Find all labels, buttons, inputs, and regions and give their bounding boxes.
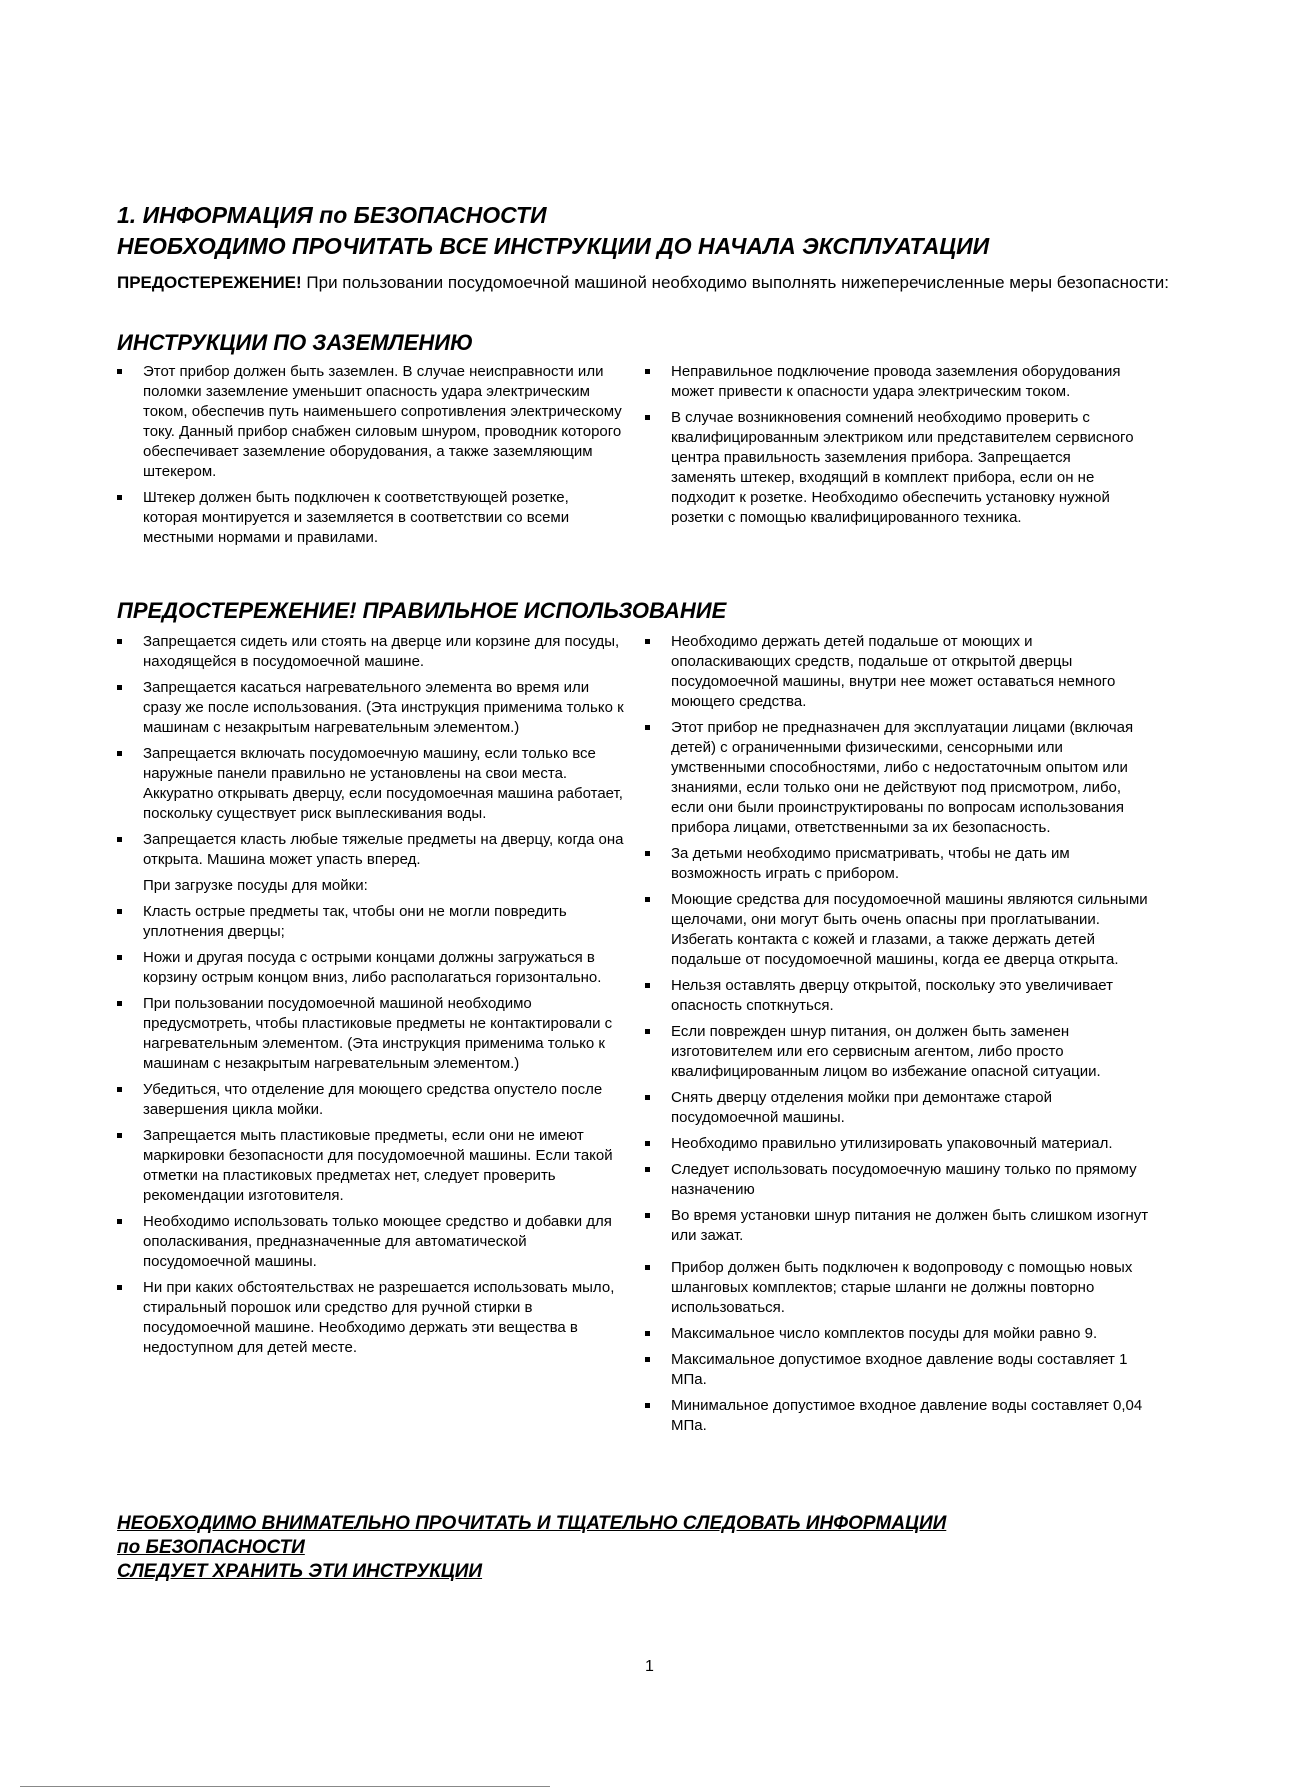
bullet-icon	[645, 725, 650, 730]
bullet-icon	[645, 369, 650, 374]
list-item: Запрещается класть любые тяжелые предметы на дверцу, когда она открыта. Машина может упасть вперед.	[117, 830, 627, 870]
bullet-icon	[645, 415, 650, 420]
list-item: Штекер должен быть подключен к соответствующей розетке, которая монтируется и заземляется в соответствии со всеми местными нормами и правилами.	[117, 488, 627, 548]
bullet-icon	[117, 1001, 122, 1006]
bullet-icon	[117, 639, 122, 644]
bullet-icon	[117, 1285, 122, 1290]
list-item: За детьми необходимо присматривать, чтобы не дать им возможность играть с прибором.	[645, 844, 1155, 884]
warning-text: При пользовании посудомоечной машиной необходимо выполнять нижеперечисленные меры безопасности:	[301, 273, 1169, 292]
title-line-2: НЕОБХОДИМО ПРОЧИТАТЬ ВСЕ ИНСТРУКЦИИ ДО НАЧАЛА ЭКСПЛУАТАЦИИ	[117, 233, 990, 259]
list-item: Этот прибор должен быть заземлен. В случае неисправности или поломки заземление уменьшит опасность удара электрическим током, обеспечив путь наименьшего сопротивления электрическому току. Данный прибор снабжен силовым шнуром, проводник которого обеспечивает заземление оборудования, а также заземляющим штекером.	[117, 362, 627, 482]
list-item: Этот прибор не предназначен для эксплуатации лицами (включая детей) с ограниченными физическими, сенсорными или умственными способностями, либо с недостаточным опытом или знаниями, если только они не действуют под присмотром, либо, если они были проинструктированы по вопросам использования прибора лицами, ответственными за их безопасность.	[645, 718, 1155, 838]
list-subheading: При загрузке посуды для мойки:	[143, 877, 368, 894]
bullet-icon	[645, 1141, 650, 1146]
bullet-icon	[645, 983, 650, 988]
bullet-icon	[117, 685, 122, 690]
bullet-icon	[117, 1087, 122, 1092]
bullet-icon	[645, 1331, 650, 1336]
list-item: Неправильное подключение провода заземления оборудования может привести к опасности удара электрическим током.	[645, 362, 1135, 402]
bullet-icon	[117, 1219, 122, 1224]
list-item: При пользовании посудомоечной машиной необходимо предусмотреть, чтобы пластиковые предметы не контактировали с нагревательным элементом. (Эта инструкция применима только к машинам с незакрытым нагревательным элементом.)	[117, 994, 627, 1074]
bullet-icon	[645, 1357, 650, 1362]
document-title	[117, 200, 1197, 262]
list-item: В случае возникновения сомнений необходимо проверить с квалифицированным электриком или представителем сервисного центра правильность заземления прибора. Запрещается заменять штекер, входящий в комплект прибора, если он не подходит к розетке. Необходимо обеспечить установку нужной розетки с помощью квалифицированного техника.	[645, 408, 1135, 528]
bullet-icon	[117, 751, 122, 756]
bullet-icon	[645, 1095, 650, 1100]
warning-intro	[117, 272, 1197, 293]
bullet-icon	[117, 495, 122, 500]
list-item: Прибор должен быть подключен к водопроводу с помощью новых шланговых комплектов; старые шланги не должны повторно использоваться.	[645, 1258, 1155, 1318]
list-item: Необходимо использовать только моющее средство и добавки для ополаскивания, предназначенные для автоматической посудомоечной машины.	[117, 1212, 627, 1272]
list-item: Нельзя оставлять дверцу открытой, поскольку это увеличивает опасность споткнуться.	[645, 976, 1155, 1016]
list-item: Убедиться, что отделение для моющего средства опустело после завершения цикла мойки.	[117, 1080, 627, 1120]
list-item: Необходимо держать детей подальше от моющих и ополаскивающих средств, подальше от открытой дверцы посудомоечной машины, внутри нее может оставаться немного моющего средства.	[645, 632, 1155, 712]
list-item: Во время установки шнур питания не должен быть слишком изогнут или зажат.	[645, 1206, 1155, 1246]
bullet-icon	[645, 1029, 650, 1034]
list-item: Следует использовать посудомоечную машину только по прямому назначению	[645, 1160, 1155, 1200]
bullet-icon	[117, 1133, 122, 1138]
closing-line-3: СЛЕДУЕТ ХРАНИТЬ ЭТИ ИНСТРУКЦИИ	[117, 1561, 483, 1582]
usage-left-column	[117, 632, 627, 1364]
list-item: Запрещается мыть пластиковые предметы, если они не имеют маркировки безопасности для посудомоечной машины. Если такой отметки на пластиковых предметах нет, следует проверить рекомендации изготовителя.	[117, 1126, 627, 1206]
usage-heading: ПРЕДОСТЕРЕЖЕНИЕ! ПРАВИЛЬНОЕ ИСПОЛЬЗОВАНИЕ	[117, 598, 727, 623]
list-item: Минимальное допустимое входное давление воды составляет 0,04 МПа.	[645, 1396, 1155, 1436]
list-item: Класть острые предметы так, чтобы они не могли повредить уплотнения дверцы;	[117, 902, 627, 942]
list-item: Запрещается касаться нагревательного элемента во время или сразу же после использования. (Эта инструкция применима только к машинам с незакрытым нагревательным элементом.)	[117, 678, 627, 738]
list-item: Максимальное допустимое входное давление воды составляет 1 МПа.	[645, 1350, 1155, 1390]
bullet-icon	[645, 851, 650, 856]
closing-line-1: НЕОБХОДИМО ВНИМАТЕЛЬНО ПРОЧИТАТЬ И ТЩАТЕЛЬНО СЛЕДОВАТЬ ИНФОРМАЦИИ	[117, 1513, 947, 1534]
list-item: Если поврежден шнур питания, он должен быть заменен изготовителем или его сервисным агентом, либо просто квалифицированным лицом во избежание опасной ситуации.	[645, 1022, 1155, 1082]
bullet-icon	[117, 837, 122, 842]
list-item: Ножи и другая посуда с острыми концами должны загружаться в корзину острым концом вниз, либо располагаться горизонтально.	[117, 948, 627, 988]
list-item: Запрещается сидеть или стоять на дверце или корзине для посуды, находящейся в посудомоечной машине.	[117, 632, 627, 672]
grounding-left-column	[117, 362, 627, 554]
list-item: Запрещается включать посудомоечную машину, если только все наружные панели правильно не установлены на свои места. Аккуратно открывать дверцу, если посудомоечная машина работает, поскольку существует риск выплескивания воды.	[117, 744, 627, 824]
list-item: Ни при каких обстоятельствах не разрешается использовать мыло, стиральный порошок или средство для ручной стирки в посудомоечной машине. Необходимо держать эти вещества в недоступном для детей месте.	[117, 1278, 627, 1358]
bullet-icon	[645, 639, 650, 644]
bullet-icon	[117, 955, 122, 960]
bullet-icon	[117, 909, 122, 914]
bullet-icon	[645, 1265, 650, 1270]
list-item: Моющие средства для посудомоечной машины являются сильными щелочами, они могут быть очень опасны при проглатывании. Избегать контакта с кожей и глазами, а также держать детей подальше от посудомоечной машины, когда ее дверца открыта.	[645, 890, 1155, 970]
divider	[20, 1786, 550, 1787]
warning-label: ПРЕДОСТЕРЕЖЕНИЕ!	[117, 273, 302, 292]
bullet-icon	[645, 1167, 650, 1172]
grounding-heading: ИНСТРУКЦИИ ПО ЗАЗЕМЛЕНИЮ	[117, 330, 474, 355]
list-item: Снять дверцу отделения мойки при демонтаже старой посудомоечной машины.	[645, 1088, 1155, 1128]
bullet-icon	[645, 897, 650, 902]
usage-right-column	[645, 632, 1155, 1442]
bullet-icon	[645, 1213, 650, 1218]
bullet-icon	[117, 369, 122, 374]
list-item: Максимальное число комплектов посуды для мойки равно 9.	[645, 1324, 1155, 1344]
bullet-icon	[645, 1403, 650, 1408]
title-line-1: 1. ИНФОРМАЦИЯ по БЕЗОПАСНОСТИ	[117, 202, 547, 228]
grounding-right-column	[645, 362, 1135, 534]
closing-line-2: по БЕЗОПАСНОСТИ	[117, 1537, 305, 1558]
closing-notice	[117, 1512, 1117, 1584]
list-item: Необходимо правильно утилизировать упаковочный материал.	[645, 1134, 1155, 1154]
page-number: 1	[645, 1658, 654, 1675]
